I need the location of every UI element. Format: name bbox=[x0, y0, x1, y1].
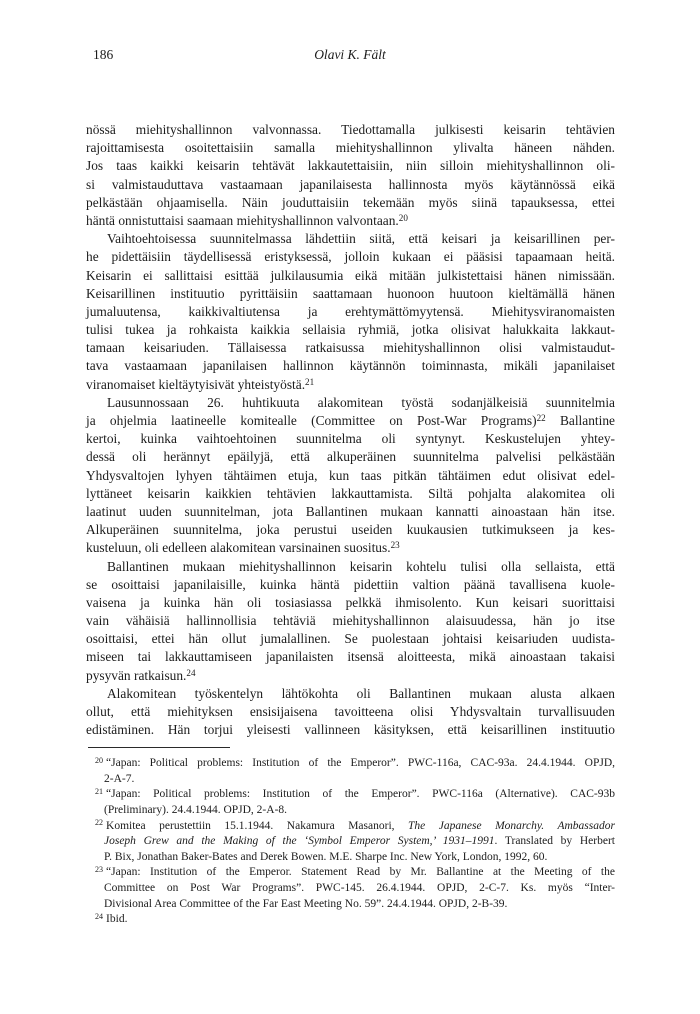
body-line bbox=[86, 558, 615, 576]
text-segment: Committee on Post War Programs”. PWC-145. 26.4.1944. OPJD, 2-C-7. Ks. myös “Inter- bbox=[104, 882, 615, 895]
footnote-number[interactable]: 22 bbox=[95, 818, 104, 828]
page-number: 186 bbox=[93, 47, 114, 62]
text-segment: kertoi, kuinka vaihtoehtoinen suunnitelma oli syntynyt. Keskustelujen yhtey- bbox=[86, 431, 615, 447]
footnote-ref[interactable]: 21 bbox=[305, 376, 315, 387]
body-line bbox=[86, 157, 615, 175]
text-segment: Alkuperäinen suunnitelma, joka perustui useiden kuukausien tutkimukseen ja kes- bbox=[86, 522, 615, 538]
footnote-number[interactable]: 24 bbox=[95, 912, 104, 922]
body-line bbox=[86, 630, 615, 648]
text-segment: lyttäneet keisarin kaikkien tehtävien lakkauttamista. Siltä pohjalta alakomitea oli bbox=[86, 485, 615, 501]
text-segment: pelkästään ohjaamisella. Näin jouduttaisiin tekemään myös siinä tapauksessa, ettei bbox=[86, 194, 615, 210]
body-line bbox=[86, 703, 615, 721]
text-segment: “Japan: Institution of the Emperor. Statement Read by Mr. Ballantine at the Meeting of the bbox=[106, 866, 615, 879]
text-segment: Komitea perustettiin 15.1.1944. Nakamura Masanori, bbox=[106, 819, 409, 832]
footnotes bbox=[86, 756, 615, 928]
text-segment: The Japanese Monarchy. Ambassador bbox=[408, 819, 615, 832]
text-segment: “Japan: Political problems: Institution of the Emperor”. PWC-116a (Alternative). CAC-93b bbox=[106, 788, 615, 801]
body-line bbox=[86, 539, 615, 557]
text-segment: he pidettäisiin täydellisessä eristyksessä, jolloin kukaan ei pääsisi tapaamaan heitä. bbox=[86, 249, 615, 265]
text-segment: Lausunnossaan 26. huhtikuuta alakomitean työstä sodanjälkeisiä suunnitelmia bbox=[107, 394, 615, 410]
body-line bbox=[86, 448, 615, 466]
body-line bbox=[86, 139, 615, 157]
footnote-line bbox=[86, 912, 615, 928]
body-line bbox=[86, 594, 615, 612]
body-line bbox=[86, 248, 615, 266]
footnote-line bbox=[86, 865, 615, 881]
body-line bbox=[86, 285, 615, 303]
footnote-line bbox=[86, 803, 615, 819]
body-line bbox=[86, 176, 615, 194]
text-segment: (Preliminary). 24.4.1944. OPJD, 2-A-8. bbox=[104, 803, 288, 816]
footnote-separator bbox=[88, 747, 230, 748]
text-segment: vain vähäisiä hallinnollisia tehtäviä miehityshallinnon alaisuudessa, hän jo itse bbox=[86, 613, 615, 629]
footnote-ref[interactable]: 24 bbox=[186, 667, 196, 678]
body-line bbox=[86, 485, 615, 503]
body-line bbox=[86, 503, 615, 521]
footnote-line bbox=[86, 819, 615, 835]
text-segment: Ballantine bbox=[545, 413, 615, 428]
text-segment: tava vastaamaan japanilaisen hallinnon käytännön toiminnasta, mikäli japanilaiset bbox=[86, 358, 615, 374]
text-segment: viranomaiset kieltäytyisivät yhteistyöstä. bbox=[86, 376, 306, 392]
footnote-ref[interactable]: 20 bbox=[398, 212, 408, 223]
body-text bbox=[86, 121, 615, 739]
text-segment: tamaan keisariuden. Tällaisessa ratkaisussa miehityshallinnon olisi valmistaudut- bbox=[86, 340, 615, 356]
text-segment: Jos taas kaikki keisarin tehtävät lakkautettaisiin, niin silloin miehityshallinnon oli- bbox=[86, 158, 615, 174]
body-line bbox=[86, 212, 615, 230]
body-line bbox=[86, 721, 615, 739]
footnote-ref[interactable]: 22 bbox=[536, 412, 546, 423]
text-segment: osoittaisi, ettei hän ollut jumalallinen. Se puolestaan johtaisi keisariuden uudista- bbox=[86, 631, 615, 647]
body-line bbox=[86, 230, 615, 248]
body-line bbox=[86, 121, 615, 139]
body-line bbox=[86, 667, 615, 685]
body-line bbox=[86, 412, 615, 430]
text-segment: “Japan: Political problems: Institution of the Emperor”. PWC-116a, CAC-93a. 24.4.1944. OPJD, bbox=[106, 757, 615, 769]
text-segment: Ballantinen mukaan miehityshallinnon keisarin kohtelu tulisi olla sellaista, että bbox=[107, 558, 615, 574]
body-line bbox=[86, 357, 615, 375]
text-segment: rajoittamisesta osoitettaisiin samalla miehityshallinnon ylivalta häneen nähden. bbox=[86, 140, 615, 156]
body-line bbox=[86, 376, 615, 394]
text-segment: Vaihtoehtoisessa suunnitelmassa lähdettiin siitä, että keisari ja keisarillinen per- bbox=[107, 231, 615, 247]
footnote-number[interactable]: 20 bbox=[95, 755, 104, 765]
footnote-number[interactable]: 23 bbox=[95, 865, 104, 875]
body-line bbox=[86, 521, 615, 539]
text-segment: si valmistauduttava vastaamaan japanilaisesta hallinnosta myös käytännössä eikä bbox=[86, 176, 615, 192]
body-line bbox=[86, 612, 615, 630]
footnote-line bbox=[86, 787, 615, 803]
text-segment: pysyvän ratkaisun. bbox=[86, 667, 187, 683]
text-segment: kusteluun, oli edelleen alakomitean varsinainen suositus. bbox=[86, 540, 391, 556]
body-line bbox=[86, 648, 615, 666]
text-segment: . Translated by Herbert bbox=[494, 835, 615, 848]
body-line bbox=[86, 303, 615, 321]
text-segment: dessä oli herännyt epäilyjä, että alkuperäinen suunnitelma palvelisi pelkästään bbox=[86, 449, 615, 465]
text-segment: jumaluutensa, kaikkivaltiutensa ja erehtymättömyytensä. Miehitysviranomaisten bbox=[86, 303, 615, 319]
footnote-line bbox=[86, 772, 615, 788]
running-head: Olavi K. Fält bbox=[314, 47, 386, 62]
text-segment: se osoittaisi japanilaisille, kuinka häntä pidettiin valtion päänä tavallisena kuole- bbox=[86, 576, 615, 592]
body-line bbox=[86, 685, 615, 703]
text-segment: vaisena ja kuinka hän oli tosiasiassa pelkkä ihmisolento. Kun keisari suorittaisi bbox=[86, 594, 615, 610]
text-segment: Divisional Area Committee of the Far East Meeting No. 59”. 24.4.1944. OPJD, 2-B-39. bbox=[104, 897, 508, 910]
text-segment: ja ohjelmia laatineelle komitealle (Committee on Post-War Programs) bbox=[86, 413, 537, 428]
text-segment: P. Bix, Jonathan Baker-Bates and Derek Bowen. M.E. Sharpe Inc. New York, London, 1992, 60. bbox=[104, 850, 548, 863]
footnote-line bbox=[86, 881, 615, 897]
text-segment: nössä miehityshallinnon valvonnassa. Tiedottamalla julkisesti keisarin tehtävien bbox=[86, 122, 615, 137]
footnote-line bbox=[86, 756, 615, 772]
text-segment: Joseph Grew and the Making of the ‘Symbol Emperor System,’ 1931–1991 bbox=[104, 835, 495, 848]
text-segment: Keisarin ei sallittaisi esittää julkilausumia eikä mitään julkistettaisi hänen nimissään. bbox=[86, 267, 615, 283]
body-line bbox=[86, 467, 615, 485]
text-segment: Alakomitean työskentelyn lähtökohta oli Ballantinen mukaan alusta alkaen bbox=[107, 685, 615, 701]
body-line bbox=[86, 339, 615, 357]
footnote-line bbox=[86, 897, 615, 913]
text-segment: tulisi tukea ja rohkaista kaikkia sellaisia ryhmiä, jotka olisivat halukkaita lakkaut- bbox=[86, 322, 615, 338]
text-segment: Keisarillinen instituutio pyrittäisiin saattamaan huonoon huutoon kieltämällä hänen bbox=[86, 285, 615, 301]
text-segment: laatinut uuden suunnitelman, jota Ballantinen mukaan kannatti ainoastaan hän itse. bbox=[86, 503, 615, 519]
text-segment: ollut, että miehityksen ensisijaisena tavoitteena olisi Yhdysvaltain turvallisuuden bbox=[86, 704, 615, 719]
footnote-number[interactable]: 21 bbox=[95, 787, 104, 797]
footnote-line bbox=[86, 850, 615, 866]
text-segment: häntä onnistuttaisi saamaan miehityshallinnon valvontaan. bbox=[86, 212, 399, 228]
footnote-ref[interactable]: 23 bbox=[390, 540, 400, 551]
body-line bbox=[86, 576, 615, 594]
body-line bbox=[86, 394, 615, 412]
text-segment: miseen tai lakkauttamiseen japanilaisten itsensä aloitteesta, mikä ainoastaan takaisi bbox=[86, 649, 615, 665]
footnote-line bbox=[86, 834, 615, 850]
body-line bbox=[86, 430, 615, 448]
body-line bbox=[86, 194, 615, 212]
body-line bbox=[86, 321, 615, 339]
text-segment: edistäminen. Hän torjui yleisesti vallinneen käsityksen, että keisarillinen instituutio bbox=[86, 722, 615, 738]
body-line bbox=[86, 267, 615, 285]
text-segment: Ibid. bbox=[106, 913, 128, 926]
text-segment: 2-A-7. bbox=[104, 772, 135, 785]
text-segment: Yhdysvaltojen lyhyen tähtäimen etuja, kun taas pitkän tähtäimen edut olisivat edel- bbox=[86, 467, 615, 483]
